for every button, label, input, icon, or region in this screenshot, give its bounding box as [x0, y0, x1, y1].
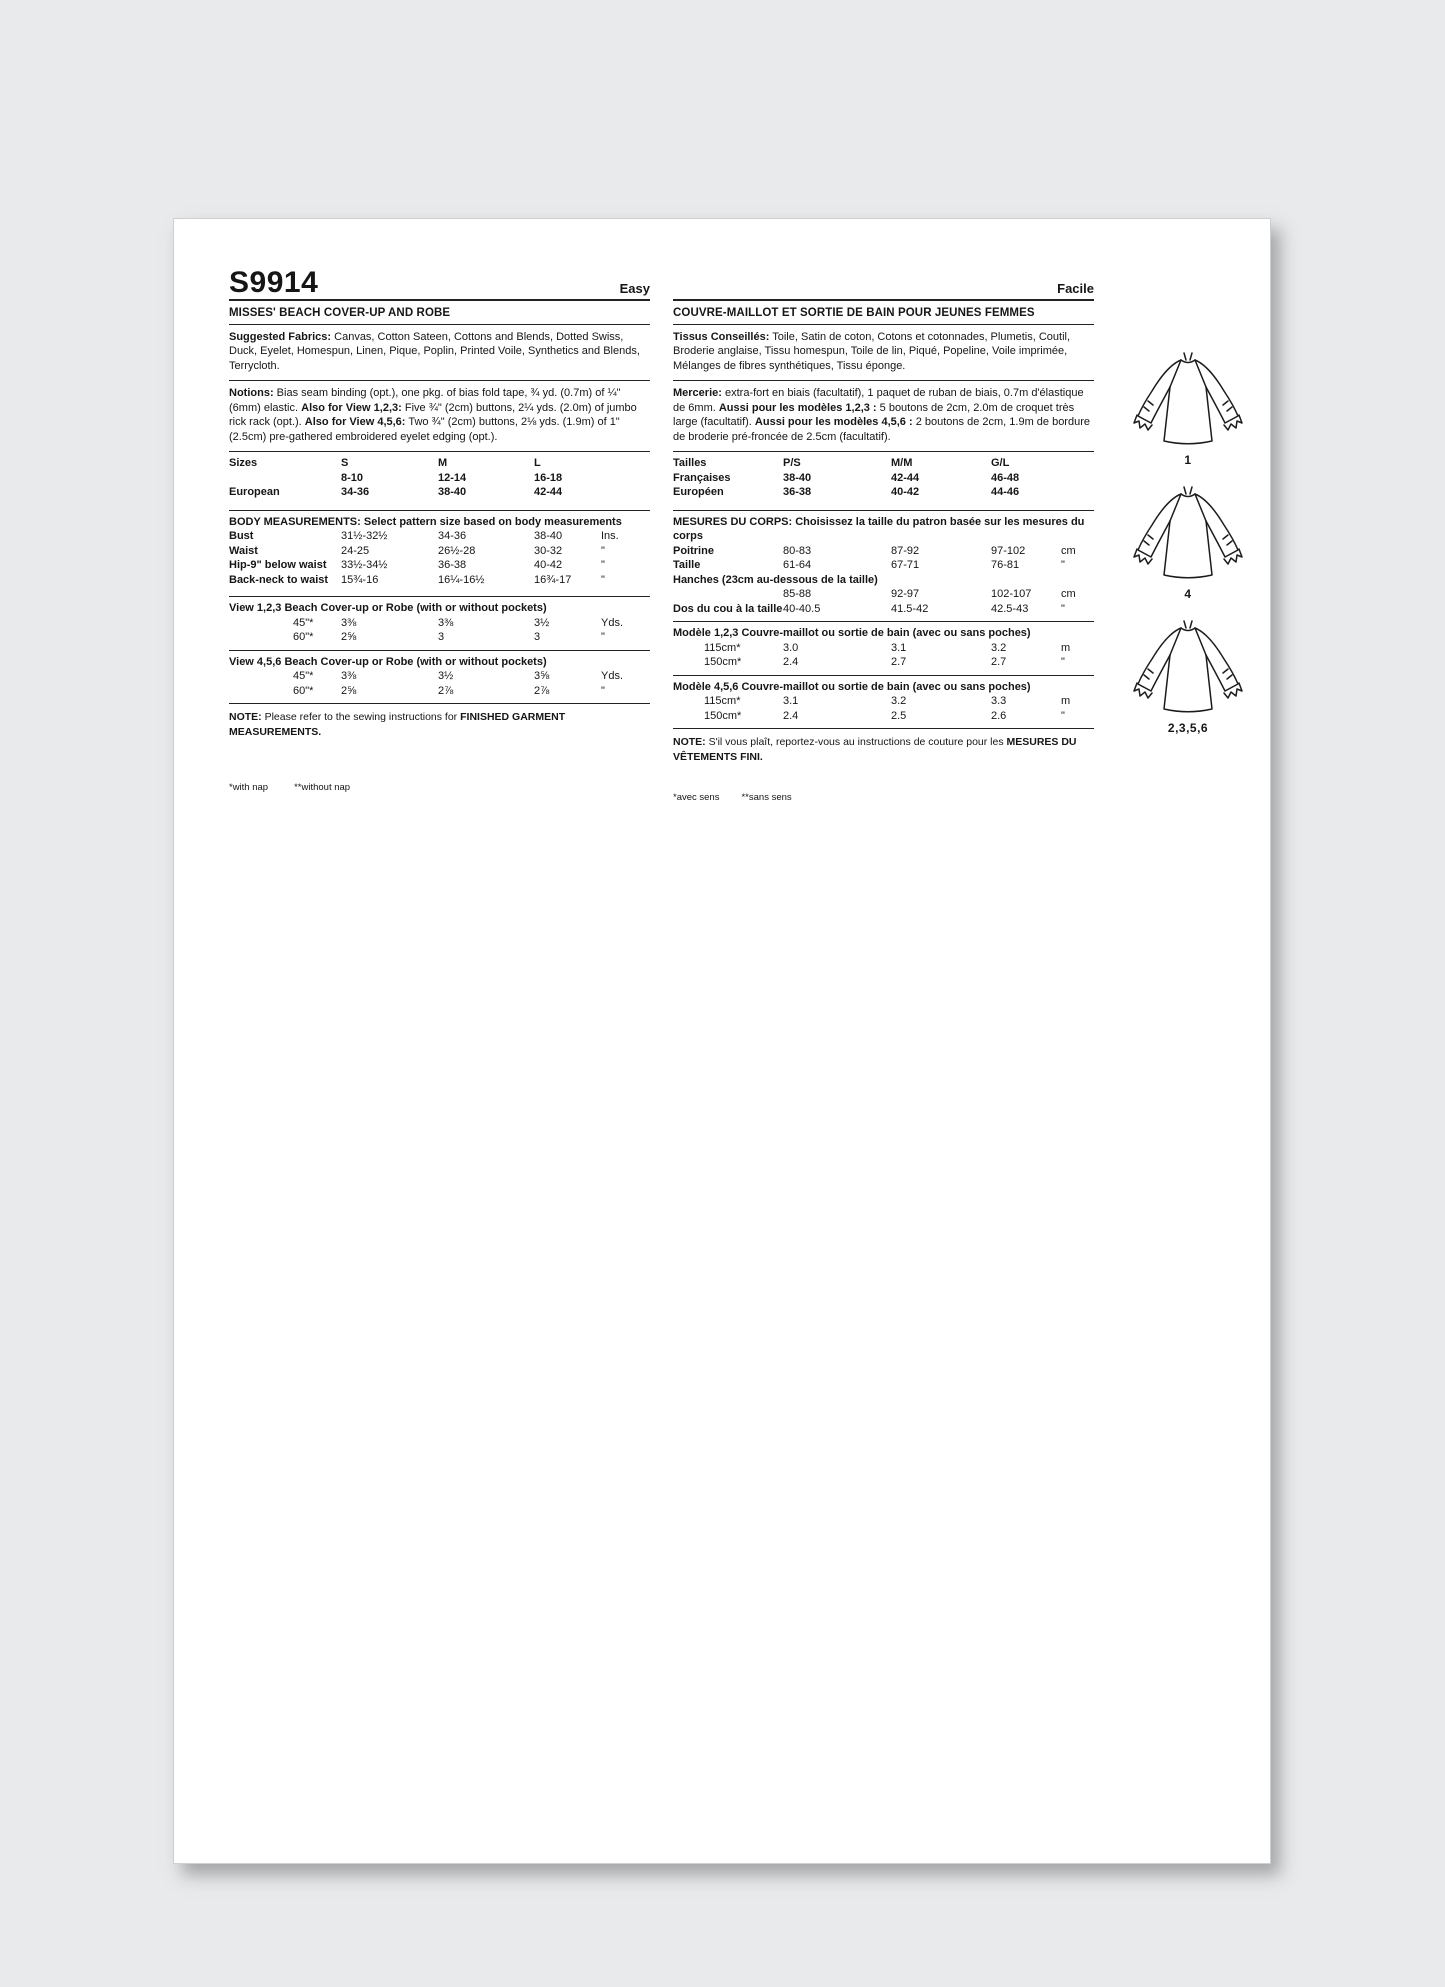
- table-row: [673, 456, 1094, 471]
- table-cell: ": [601, 684, 605, 697]
- tissus-paragraph: [673, 330, 1094, 374]
- table-cell: 16¾-17: [534, 573, 572, 586]
- table-cell: 3.1: [783, 695, 799, 707]
- table-cell: 2.7: [991, 656, 1007, 668]
- body-measurements-table-en: [229, 529, 650, 587]
- footnote-with-nap: *with nap: [229, 782, 269, 793]
- table-cell: 3: [438, 631, 445, 643]
- garment-figure-view-1: [1112, 349, 1264, 467]
- table-cell: [673, 587, 783, 602]
- table-cell: L: [534, 457, 541, 469]
- table-cell: 45"*: [293, 616, 314, 629]
- table-cell: 12-14: [438, 471, 467, 484]
- table-cell: 3.2: [891, 695, 907, 707]
- table-cell: 30-32: [534, 544, 563, 557]
- table-cell: ": [1061, 709, 1065, 722]
- table-cell: 85-88: [783, 588, 812, 600]
- divider: [229, 324, 650, 325]
- table-cell: 40-42: [534, 559, 563, 571]
- table-cell: 31½-32½: [341, 530, 388, 542]
- table-cell: 2.7: [891, 656, 907, 668]
- table-cell: 34-36: [438, 530, 467, 542]
- body-measurements-header-fr: MESURES DU CORPS: Choisissez la taille du patron basée sur les mesures du corps: [673, 515, 1085, 542]
- table-cell: 42-44: [534, 486, 563, 498]
- body-measurements-table-fr: [673, 544, 1094, 617]
- pattern-title-en: MISSES' BEACH COVER-UP AND ROBE: [229, 307, 451, 319]
- table-cell: 2.4: [783, 656, 799, 668]
- yardage-heading-view123: View 1,2,3 Beach Cover-up or Robe (with or without pockets): [229, 602, 547, 614]
- garment-figures: [1112, 349, 1264, 751]
- mercerie-modeles123-label: Aussi pour les modèles 1,2,3 :: [718, 401, 877, 414]
- table-cell: 36-38: [783, 486, 812, 498]
- mercerie-text: extra-fort en biais (facultatif), 1 paquet de ruban de biais, 0.7m d'élastique de 6mm.: [673, 387, 1084, 414]
- table-row: [229, 544, 650, 559]
- notions-paragraph: [229, 386, 650, 444]
- table-row: [673, 485, 1094, 500]
- table-row: [673, 471, 1094, 486]
- envelope-page: [173, 218, 1271, 1864]
- note-text: S'il vous plaît, reportez-vous au instructions de couture pour les: [705, 736, 1007, 748]
- divider: [229, 650, 650, 651]
- table-row: [229, 558, 650, 573]
- yardage-table-view456: [229, 669, 650, 698]
- table-cell: 3.3: [991, 695, 1007, 707]
- table-cell: 87-92: [891, 544, 920, 557]
- table-cell: 2.5: [891, 709, 907, 722]
- table-cell: 26½-28: [438, 544, 476, 557]
- table-cell: 3.1: [891, 641, 907, 654]
- yardage-heading-view456: View 4,5,6 Beach Cover-up or Robe (with or without pockets): [229, 655, 547, 668]
- table-cell: ": [601, 544, 605, 557]
- note-emphasis: MESURES DU VÊTEMENTS FINI.: [673, 736, 1077, 763]
- table-cell: [601, 485, 650, 500]
- footnote-sans-sens: **sans sens: [741, 792, 792, 803]
- table-cell: Hip-9" below waist: [229, 559, 327, 571]
- note-emphasis: FINISHED GARMENT MEASUREMENTS.: [229, 711, 566, 738]
- garment-figure-views-2356: [1112, 617, 1264, 735]
- garment-drawing-icon: [1118, 483, 1258, 583]
- table-cell: 3⅜: [438, 616, 454, 629]
- table-cell: Européen: [673, 486, 724, 498]
- table-cell: Françaises: [673, 471, 731, 484]
- divider: [229, 299, 650, 301]
- table-row: [673, 544, 1094, 559]
- notions-text: Bias seam binding (opt.), one pkg. of bias fold tape, ¾ yd. (0.7m) of ¼" (6mm) elastic.: [229, 387, 621, 414]
- table-row: [673, 709, 1094, 724]
- table-cell: G/L: [991, 457, 1010, 469]
- sizes-table-fr: [673, 456, 1094, 500]
- table-row: [229, 684, 650, 699]
- figure-label: 2,3,5,6: [1167, 721, 1209, 735]
- table-row: [673, 602, 1094, 617]
- table-cell: 115cm*: [704, 695, 741, 707]
- mercerie-paragraph: [673, 386, 1094, 444]
- table-cell: [1061, 456, 1094, 471]
- table-cell: ": [601, 573, 605, 586]
- table-cell: Tailles: [673, 457, 707, 469]
- table-cell: [1061, 485, 1094, 500]
- table-cell: 8-10: [341, 471, 364, 484]
- table-cell: 41.5-42: [891, 602, 929, 615]
- table-cell: 150cm*: [704, 709, 742, 722]
- table-cell: 46-48: [991, 471, 1020, 484]
- table-cell: 38-40: [534, 530, 563, 542]
- table-cell: M: [438, 457, 448, 469]
- table-cell: 150cm*: [704, 656, 742, 668]
- footnote-avec-sens: *avec sens: [673, 792, 720, 803]
- table-cell: Waist: [229, 544, 258, 557]
- note-label: NOTE:: [673, 736, 706, 748]
- note-label: NOTE:: [229, 711, 262, 723]
- table-cell: 92-97: [891, 588, 920, 600]
- divider: [673, 451, 1094, 452]
- table-cell: Bust: [229, 530, 254, 542]
- divider: [229, 703, 650, 704]
- table-cell: 38-40: [783, 471, 812, 484]
- table-cell: 3⅜: [341, 670, 357, 682]
- table-cell: 38-40: [438, 486, 467, 498]
- garment-drawing-icon: [1118, 349, 1258, 449]
- table-cell: 61-64: [783, 559, 812, 571]
- table-cell: 2⅞: [438, 684, 454, 697]
- pattern-title-fr: COUVRE-MAILLOT ET SORTIE DE BAIN POUR JEUNES FEMMES: [673, 307, 1035, 319]
- table-cell: 15¾-16: [341, 573, 379, 586]
- table-cell: 34-36: [341, 486, 370, 498]
- table-cell: 24-25: [341, 544, 370, 557]
- notions-label: Notions:: [229, 387, 274, 399]
- table-cell: Yds.: [601, 670, 624, 682]
- tissus-text: Toile, Satin de coton, Cotons et cotonnades, Plumetis, Coutil, Broderie anglaise, Tissu homespun, Toile de lin, Piqué, Popeline, Voile imprimée, Mélanges de fibres synthétiques, Tissu éponge.: [673, 330, 1071, 372]
- table-row: [229, 616, 650, 631]
- table-cell: ": [1061, 656, 1065, 668]
- garment-drawing-icon: [1118, 617, 1258, 717]
- table-cell: ": [1061, 602, 1065, 615]
- header-row: [673, 269, 1094, 296]
- note-en: [229, 710, 650, 739]
- pattern-number: S9914: [229, 266, 319, 299]
- table-cell: 76-81: [991, 559, 1020, 571]
- notions-view456-label: Also for View 4,5,6:: [304, 416, 406, 428]
- garment-figure-view-4: [1112, 483, 1264, 601]
- table-cell: 3.0: [783, 641, 799, 654]
- footnotes-en: [229, 781, 650, 796]
- table-cell: 40-42: [891, 486, 920, 498]
- table-cell: 16¼-16½: [438, 573, 485, 586]
- footnotes-fr: [673, 791, 1094, 806]
- fabrics-label: Suggested Fabrics:: [229, 330, 332, 343]
- divider: [673, 728, 1094, 729]
- table-cell: 33½-34½: [341, 559, 388, 571]
- table-cell: 2.6: [991, 709, 1007, 722]
- note-text: Please refer to the sewing instructions for: [261, 711, 461, 723]
- mercerie-text: 5 boutons de 2cm, 2.0m de croquet très large (facultatif).: [673, 401, 1075, 428]
- yardage-table-modele123: [673, 641, 1094, 670]
- table-row: [229, 471, 650, 486]
- difficulty-badge-fr: Facile: [1057, 281, 1094, 296]
- table-cell: P/S: [783, 457, 801, 469]
- table-cell: ": [601, 559, 605, 571]
- table-cell: 3½: [534, 616, 550, 629]
- yardage-table-view123: [229, 616, 650, 645]
- table-cell: 3: [534, 631, 541, 643]
- table-cell: [229, 471, 341, 486]
- table-cell: 3⅜: [341, 616, 357, 629]
- table-cell: 80-83: [783, 544, 812, 557]
- table-cell: Ins.: [601, 530, 619, 542]
- table-row: [673, 694, 1094, 709]
- table-cell: [1061, 471, 1094, 486]
- figure-label: 1: [1184, 453, 1192, 467]
- divider: [673, 621, 1094, 622]
- table-cell: 115cm*: [704, 641, 741, 654]
- table-cell: 3.2: [991, 641, 1007, 654]
- table-cell: 42.5-43: [991, 602, 1029, 615]
- divider: [673, 299, 1094, 301]
- french-column: [673, 269, 1094, 806]
- table-cell: 40-40.5: [783, 602, 821, 615]
- table-cell: 97-102: [991, 544, 1026, 557]
- mercerie-text: 2 boutons de 2cm, 1.9m de bordure de broderie pré-froncée de 2.5cm (facultatif).: [673, 416, 1090, 443]
- table-cell: 67-71: [891, 559, 920, 571]
- english-column: [229, 266, 650, 796]
- table-cell: ": [601, 631, 605, 643]
- divider: [673, 510, 1094, 511]
- body-measurements-header-en: BODY MEASUREMENTS: Select pattern size based on body measurements: [229, 515, 622, 528]
- table-row: [229, 669, 650, 684]
- divider: [673, 675, 1094, 676]
- yardage-heading-modele456: Modèle 4,5,6 Couvre-maillot ou sortie de bain (avec ou sans poches): [673, 680, 1031, 693]
- table-cell: [601, 471, 650, 486]
- table-cell: Poitrine: [673, 544, 714, 557]
- yardage-table-modele456: [673, 694, 1094, 723]
- table-cell: Sizes: [229, 457, 258, 469]
- table-cell: M/M: [891, 457, 913, 469]
- mercerie-label: Mercerie:: [673, 387, 722, 399]
- table-cell: 45"*: [293, 670, 314, 682]
- table-row: [229, 456, 650, 471]
- table-cell: 3⅝: [534, 670, 550, 682]
- table-cell: 16-18: [534, 471, 563, 484]
- yardage-heading-modele123: Modèle 1,2,3 Couvre-maillot ou sortie de bain (avec ou sans poches): [673, 627, 1031, 639]
- table-row: [673, 641, 1094, 656]
- table-cell: 44-46: [991, 486, 1020, 498]
- table-cell: cm: [1061, 544, 1076, 557]
- table-row: [673, 558, 1094, 573]
- table-row: [673, 655, 1094, 670]
- table-cell: Dos du cou à la taille: [673, 602, 783, 615]
- table-cell: cm: [1061, 588, 1076, 600]
- table-cell: 60"*: [293, 631, 314, 643]
- tissus-label: Tissus Conseillés:: [673, 330, 770, 343]
- table-cell: 2⅞: [534, 684, 550, 697]
- table-row: [229, 529, 650, 544]
- table-cell: [601, 456, 650, 471]
- difficulty-badge-en: Easy: [619, 281, 650, 296]
- table-cell: ": [1061, 559, 1065, 571]
- divider: [229, 510, 650, 511]
- notions-view123-label: Also for View 1,2,3:: [301, 401, 402, 414]
- fabrics-text: Canvas, Cotton Sateen, Cottons and Blends, Dotted Swiss, Duck, Eyelet, Homespun, Linen, Pique, Poplin, Printed Voile, Synthetics and Blends, Terrycloth.: [229, 330, 640, 372]
- table-cell: 3½: [438, 670, 454, 682]
- table-cell: Yds.: [601, 616, 624, 629]
- table-cell: 60"*: [293, 684, 314, 697]
- table-cell: 2⅝: [341, 684, 357, 697]
- sizes-table-en: [229, 456, 650, 500]
- table-cell: 2⅝: [341, 631, 357, 643]
- table-row: [673, 587, 1094, 602]
- divider: [673, 324, 1094, 325]
- table-row: [229, 485, 650, 500]
- table-cell: m: [1061, 695, 1071, 707]
- table-cell: 2.4: [783, 709, 799, 722]
- divider: [229, 596, 650, 597]
- notions-text: Two ¾" (2cm) buttons, 2⅛ yds. (1.9m) of 1" (2.5cm) pre-gathered embroidered eyelet edging (opt.).: [229, 416, 620, 443]
- table-cell: S: [341, 457, 349, 469]
- suggested-fabrics-paragraph: [229, 330, 650, 374]
- mercerie-modeles456-label: Aussi pour les modèles 4,5,6 :: [754, 416, 913, 428]
- table-row: [229, 630, 650, 645]
- divider: [673, 380, 1094, 381]
- footnote-without-nap: **without nap: [294, 782, 351, 793]
- table-cell: Back-neck to waist: [229, 573, 329, 586]
- table-cell: 102-107: [991, 588, 1032, 600]
- table-cell: 36-38: [438, 559, 467, 571]
- note-fr: [673, 735, 1094, 764]
- divider: [229, 380, 650, 381]
- table-row: Hanches (23cm au-dessous de la taille): [673, 573, 878, 586]
- table-cell: m: [1061, 641, 1071, 654]
- table-cell: European: [229, 486, 280, 498]
- header-row: [229, 266, 650, 299]
- table-cell: Taille: [673, 559, 701, 571]
- notions-text: Five ¾" (2cm) buttons, 2¼ yds. (2.0m) of jumbo rick rack (opt.).: [229, 401, 637, 428]
- figure-label: 4: [1184, 587, 1192, 601]
- table-row: [229, 573, 650, 588]
- divider: [229, 451, 650, 452]
- table-cell: 42-44: [891, 471, 920, 484]
